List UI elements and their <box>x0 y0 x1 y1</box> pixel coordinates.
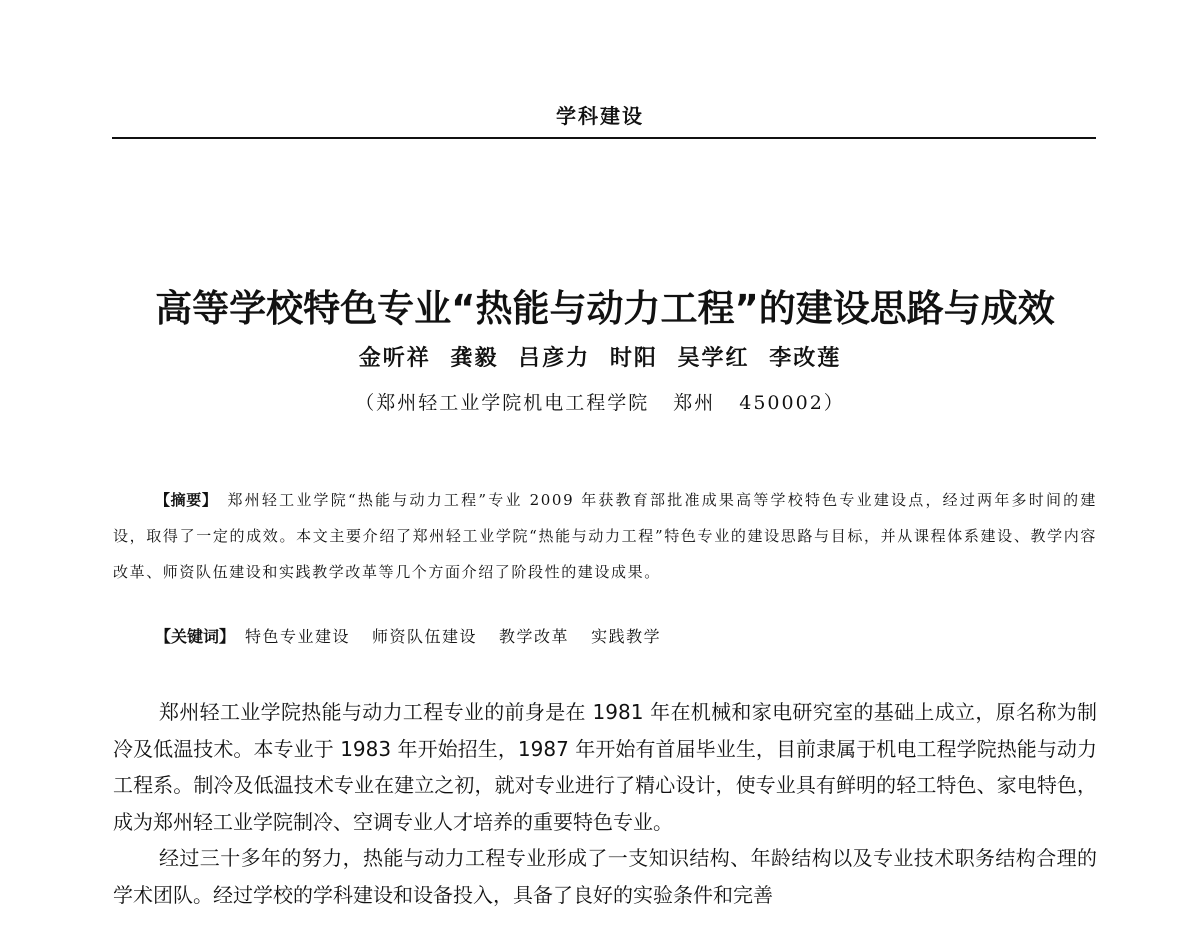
header-rule <box>112 137 1096 139</box>
keywords-label: 【关键词】 <box>155 627 236 646</box>
keyword: 师资队伍建设 <box>372 627 478 646</box>
article-title: 高等学校特色专业“热能与动力工程”的建设思路与成效 <box>155 287 1055 330</box>
author-name: 李改莲 <box>769 345 842 371</box>
keywords <box>155 624 1095 647</box>
abstract-text: 郑州轻工业学院“热能与动力工程”专业 2009 年获教育部批准成果高等学校特色专业建设点，经过两年多时间的建设，取得了一定的成效。本文主要介绍了郑州轻工业学院“热能与动力工程”特色专业的建设思路与目标，并从课程体系建设、教学内容改革、师资队伍建设和实践教学改革等几个方面介绍了阶段性的建设成果。 <box>113 491 1097 581</box>
affiliation-city: 郑州 <box>673 392 716 414</box>
author-list <box>0 341 1200 372</box>
affiliation-close-paren: ） <box>823 392 845 414</box>
author-name: 金听祥 <box>358 345 431 371</box>
body-paragraph: 经过三十多年的努力，热能与动力工程专业形成了一支知识结构、年龄结构以及专业技术职务结构合理的学术团队。经过学校的学科建设和设备投入，具备了良好的实验条件和完善 <box>113 846 1097 907</box>
section-header: 学科建设 <box>556 104 644 128</box>
keyword: 特色专业建设 <box>245 627 351 646</box>
keyword: 实践教学 <box>591 627 662 646</box>
author-name: 吕彦力 <box>518 345 591 371</box>
affiliation-open-paren: （ <box>355 392 377 414</box>
affiliation-org: 郑州轻工业学院机电工程学院 <box>376 392 650 414</box>
abstract <box>113 482 1097 590</box>
author-name: 时阳 <box>609 345 658 371</box>
affiliation-postcode: 450002 <box>739 392 824 414</box>
author-name: 龚毅 <box>450 345 499 371</box>
keyword: 教学改革 <box>499 627 570 646</box>
author-name: 吴学红 <box>677 345 750 371</box>
body-text <box>113 694 1097 913</box>
abstract-label: 【摘要】 <box>155 491 218 509</box>
body-paragraph: 郑州轻工业学院热能与动力工程专业的前身是在 1981 年在机械和家电研究室的基础上成立，原名称为制冷及低温技术。本专业于 1983 年开始招生，1987 年开始有首届毕业生，目前隶属于机电工程学院热能与动力工程系。制冷及低温技术专业在建立之初，就对专业进行了精心设计，使专业具有鲜明的轻工特色、家电特色，成为郑州轻工业学院制冷、空调专业人才培养的重要特色专业。 <box>113 700 1097 834</box>
author-affiliation <box>0 388 1200 415</box>
